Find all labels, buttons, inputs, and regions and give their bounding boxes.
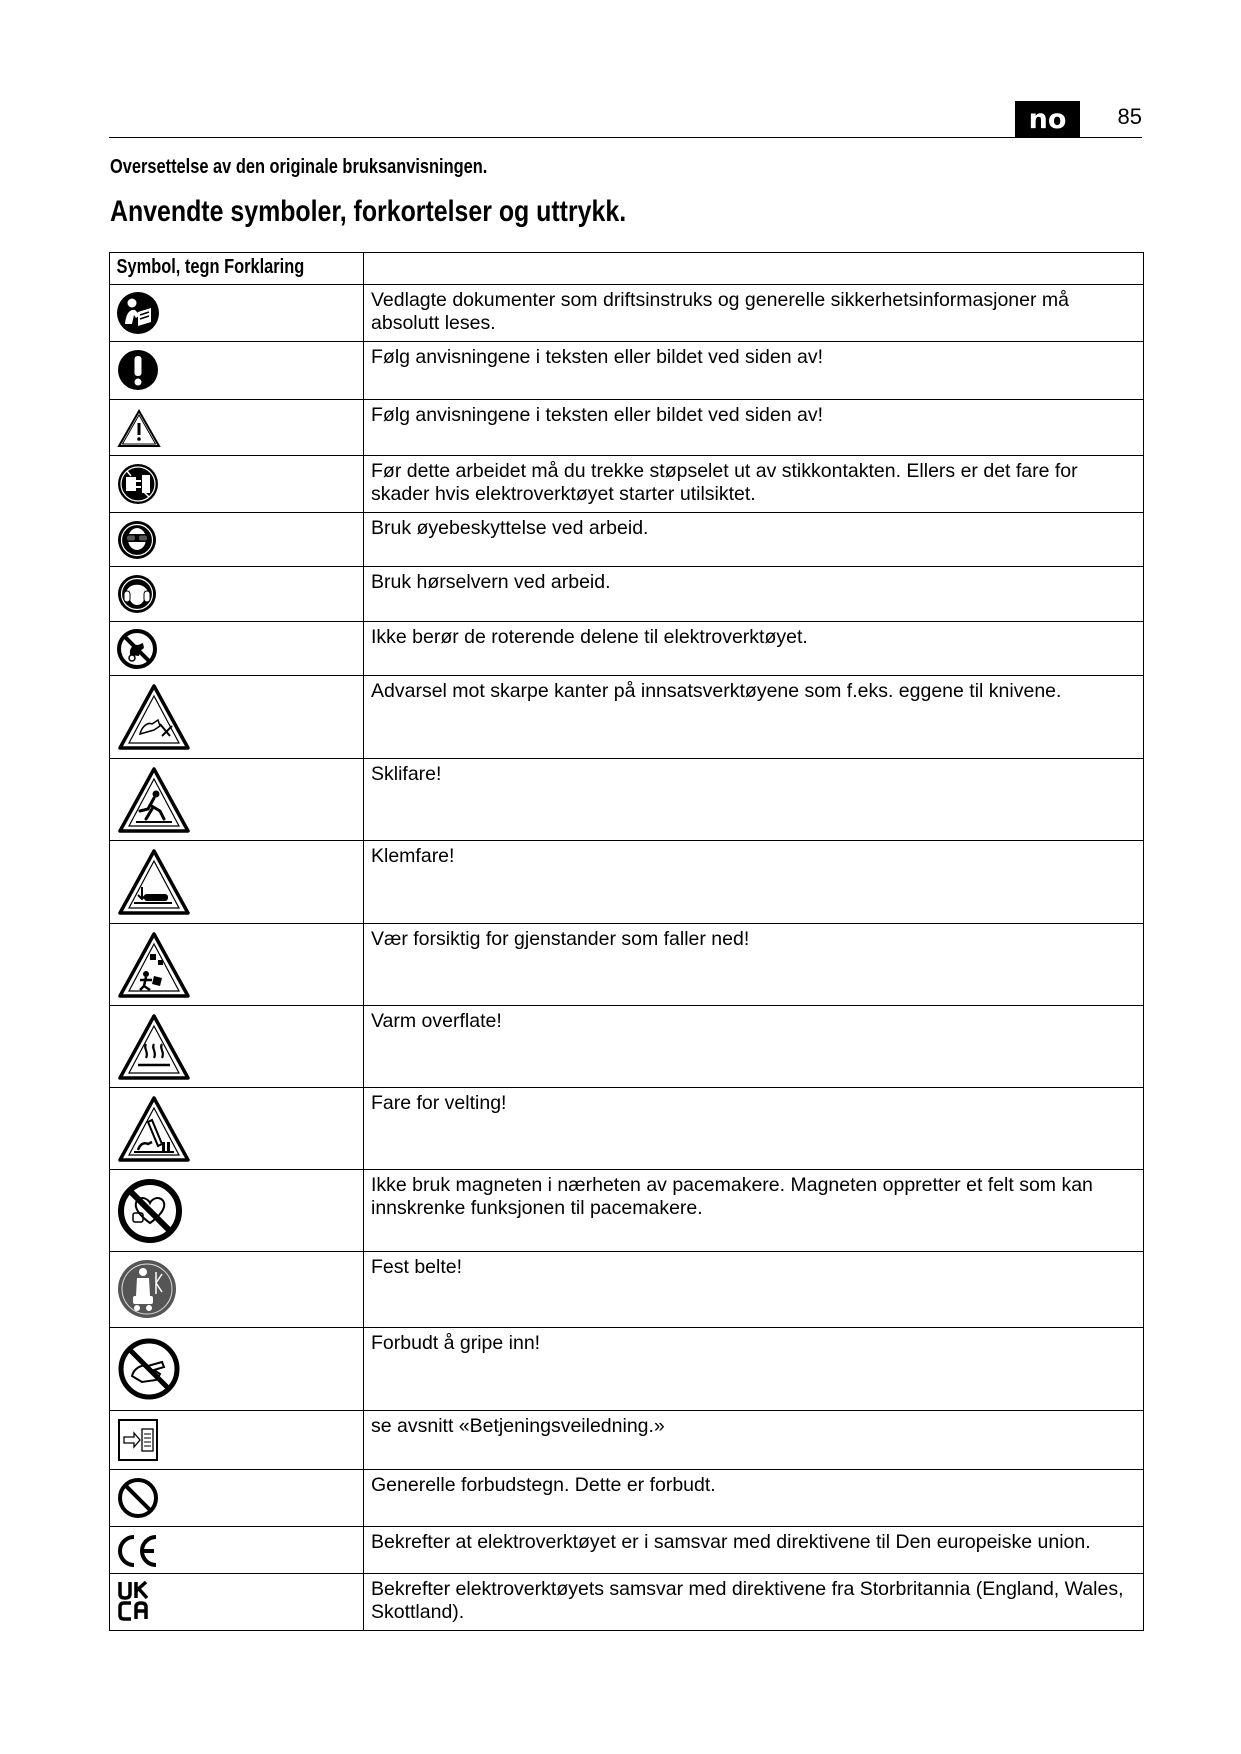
row-text: Advarsel mot skarpe kanter på innsatsverktøyene som f.eks. eggene til knivene.: [364, 676, 1144, 759]
row-text: se avsnitt «Betjeningsveiledning.»: [364, 1411, 1144, 1470]
warning-triangle-icon: [116, 408, 162, 450]
header-cell-blank: [364, 253, 1144, 285]
row-text: Bekrefter at elektroverktøyet er i samsvar med direktivene til Den europeiske union.: [364, 1527, 1144, 1574]
ear-protection-icon: [116, 573, 158, 615]
table-row: [110, 1088, 1144, 1170]
table-row: [110, 400, 1144, 456]
row-text: Varm overflate!: [364, 1006, 1144, 1088]
header-cell-symbol: Symbol, tegn Forklaring: [110, 253, 364, 285]
ukca-mark-icon: [116, 1578, 156, 1624]
hot-surface-icon: [116, 1012, 192, 1084]
language-badge: no: [1015, 101, 1080, 137]
table-row: [110, 1411, 1144, 1470]
document-subtitle: Oversettelse av den originale bruksanvisningen.: [110, 156, 488, 178]
row-text: Før dette arbeidet må du trekke støpselet ut av stikkontakten. Ellers er det fare for skader hvis elektroverktøyet starter utilsiktet.: [364, 456, 1144, 513]
no-pacemaker-icon: [116, 1177, 184, 1245]
tipping-hazard-icon: [116, 1094, 192, 1166]
table-row: [110, 1470, 1144, 1527]
sharp-edges-warning-icon: [116, 682, 192, 754]
row-text: Sklifare!: [364, 759, 1144, 841]
eye-protection-icon: [116, 519, 158, 561]
header-rule: [109, 137, 1142, 138]
prohibition-icon: [116, 1476, 160, 1520]
table-row: [110, 1527, 1144, 1574]
unplug-icon: [116, 462, 160, 506]
table-row: [110, 1328, 1144, 1411]
row-text: Klemfare!: [364, 841, 1144, 924]
symbols-table: [109, 252, 1144, 1631]
table-row: [110, 342, 1144, 400]
table-row: [110, 1252, 1144, 1328]
row-text: Forbudt å gripe inn!: [364, 1328, 1144, 1411]
ce-mark-icon: [116, 1532, 160, 1570]
row-text: Ikke berør de roterende delene til elektroverktøyet.: [364, 622, 1144, 676]
table-row: [110, 622, 1144, 676]
no-touch-rotating-icon: [116, 628, 158, 670]
page-number: 85: [1117, 104, 1142, 129]
row-text: Ikke bruk magneten i nærheten av pacemakere. Magneten oppretter et felt som kan innskrenke funksjonen til pacemakere.: [364, 1170, 1144, 1252]
row-text: Fest belte!: [364, 1252, 1144, 1328]
row-text: Bekrefter elektroverktøyets samsvar med direktivene fra Storbritannia (England, Wales, Skottland).: [364, 1574, 1144, 1631]
crush-hazard-icon: [116, 847, 192, 919]
row-text: Følg anvisningene i teksten eller bildet ved siden av!: [364, 342, 1144, 400]
table-row: [110, 759, 1144, 841]
falling-objects-icon: [116, 930, 192, 1002]
table-row: [110, 676, 1144, 759]
table-row: [110, 924, 1144, 1006]
table-row: [110, 1574, 1144, 1631]
table-row: [110, 456, 1144, 513]
row-text: Bruk øyebeskyttelse ved arbeid.: [364, 513, 1144, 567]
row-text: Vedlagte dokumenter som driftsinstruks og generelle sikkerhetsinformasjoner må absolutt leses.: [364, 285, 1144, 342]
mandatory-exclamation-icon: [116, 347, 160, 393]
table-row: [110, 1170, 1144, 1252]
section-title: Anvendte symboler, forkortelser og uttrykk.: [110, 195, 627, 228]
table-row: [110, 841, 1144, 924]
read-manual-icon: [116, 291, 160, 335]
table-row: [110, 285, 1144, 342]
table-row: [110, 513, 1144, 567]
row-text: Vær forsiktig for gjenstander som faller ned!: [364, 924, 1144, 1006]
row-text: Bruk hørselvern ved arbeid.: [364, 567, 1144, 622]
row-text: Generelle forbudstegn. Dette er forbudt.: [364, 1470, 1144, 1527]
no-reach-in-icon: [116, 1336, 182, 1402]
table-row: [110, 567, 1144, 622]
row-text: Følg anvisningene i teksten eller bildet ved siden av!: [364, 400, 1144, 456]
table-header-row: [110, 253, 1144, 285]
see-section-icon: [116, 1417, 160, 1463]
fasten-belt-icon: [116, 1258, 178, 1320]
slip-hazard-icon: [116, 765, 192, 837]
table-row: [110, 1006, 1144, 1088]
row-text: Fare for velting!: [364, 1088, 1144, 1170]
